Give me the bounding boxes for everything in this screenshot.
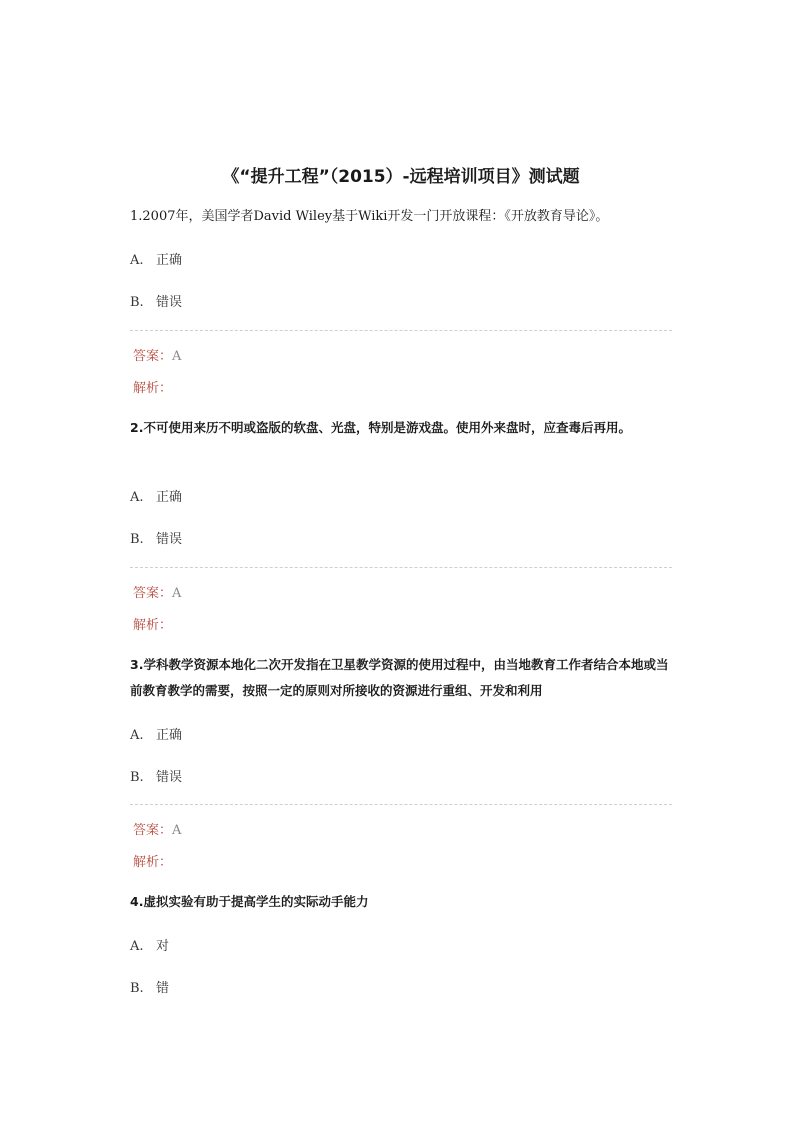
option-text: 错 — [156, 981, 170, 996]
question-4-option-a — [130, 935, 169, 954]
question-2-text: 2.不可使用来历不明或盗版的软盘、光盘，特别是游戏盘。使用外来盘时，应查毒后再用。 — [130, 420, 631, 435]
question-3-answer — [133, 819, 181, 838]
option-letter: A. — [130, 939, 144, 954]
option-letter: A. — [130, 253, 144, 268]
answer-label: 答案： — [133, 823, 173, 838]
question-2-option-b — [130, 528, 182, 547]
option-letter: B. — [130, 981, 144, 996]
option-text: 正确 — [156, 728, 183, 743]
question-3-text: 3.学科教学资源本地化二次开发指在卫星教学资源的使用过程中，由当地教育工作者结合本地或当前教育教学的需要，按照一定的原则对所接收的资源进行重组、开发和利用 — [130, 657, 669, 698]
question-2-option-a — [130, 486, 182, 505]
option-text: 正确 — [156, 490, 183, 505]
question-3-option-a — [130, 724, 182, 743]
question-3-option-b — [130, 766, 182, 785]
answer-value: A — [172, 586, 182, 601]
option-letter: B. — [130, 295, 144, 310]
option-letter: A. — [130, 728, 144, 743]
question-1-option-a — [130, 249, 182, 268]
option-text: 对 — [156, 939, 170, 954]
question-2-analysis: 解析： — [133, 618, 173, 633]
divider — [130, 804, 672, 805]
question-3-analysis: 解析： — [133, 855, 173, 870]
answer-value: A — [172, 349, 182, 364]
question-1-analysis: 解析： — [133, 381, 173, 396]
question-4-text: 4.虚拟实验有助于提高学生的实际动手能力 — [130, 894, 369, 909]
answer-label: 答案： — [133, 349, 173, 364]
divider — [130, 567, 672, 568]
option-letter: B. — [130, 532, 144, 547]
divider — [130, 330, 672, 331]
option-text: 错误 — [156, 295, 183, 310]
option-text: 错误 — [156, 770, 183, 785]
question-4-option-b — [130, 977, 169, 996]
question-2-answer — [133, 582, 181, 601]
question-1-option-b — [130, 291, 182, 310]
option-text: 错误 — [156, 532, 183, 547]
option-text: 正确 — [156, 253, 183, 268]
answer-label: 答案： — [133, 586, 173, 601]
page-title: 《“提升工程”（2015）-远程培训项目》测试题 — [222, 167, 580, 187]
question-1-answer — [133, 345, 181, 364]
question-1-text: 1.2007年，美国学者David Wiley基于Wiki开发一门开放课程：《开放教育导论》。 — [130, 209, 609, 224]
option-letter: B. — [130, 770, 144, 785]
answer-value: A — [172, 823, 182, 838]
option-letter: A. — [130, 490, 144, 505]
